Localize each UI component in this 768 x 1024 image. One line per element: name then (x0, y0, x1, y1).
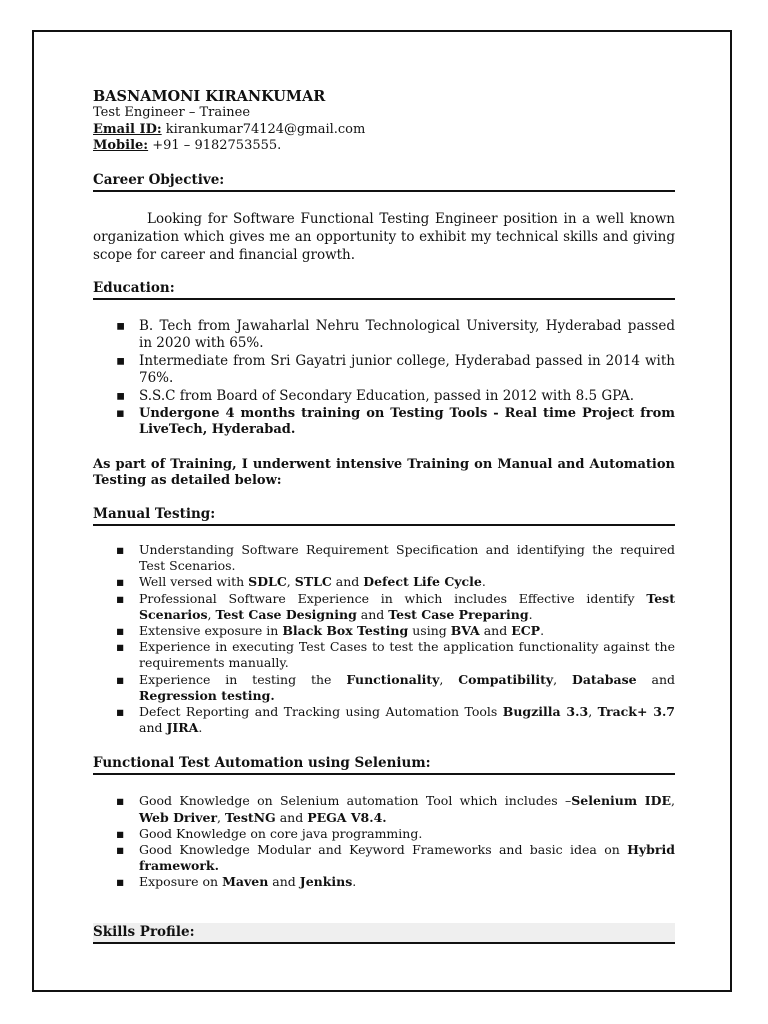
bullet-icon: ▪ (116, 590, 125, 606)
candidate-role: Test Engineer – Trainee (93, 105, 251, 120)
bullet-icon: ▪ (116, 387, 126, 404)
bullet-icon: ▪ (116, 704, 125, 720)
manual-testing-heading: Manual Testing: (93, 505, 675, 526)
email-label: Email ID: (93, 121, 162, 137)
skills-profile-heading: Skills Profile: (93, 923, 675, 944)
mobile-label: Mobile: (93, 138, 149, 153)
bullet-icon: ▪ (116, 639, 125, 655)
mobile-value: +91 – 9182753555. (148, 138, 282, 153)
manual-testing-list (93, 542, 675, 736)
bullet-icon: ▪ (116, 542, 125, 557)
list-item: ▪ Experience in executing Test Cases to test the application functionality against the requirements manually. (116, 639, 675, 671)
list-item: ▪ Extensive exposure in Black Box Testing using BVA and ECP. (116, 623, 545, 639)
list-item: ▪ S.S.C from Board of Secondary Education, passed in 2012 with 8.5 GPA. (116, 387, 635, 404)
education-list (93, 318, 675, 439)
bullet-icon: ▪ (116, 671, 125, 687)
list-item: ▪ Good Knowledge Modular and Keyword Frameworks and basic idea on Hybrid framework. (116, 842, 675, 874)
email-line (93, 122, 675, 139)
resume-header (93, 88, 675, 155)
career-objective-heading: Career Objective: (93, 171, 675, 192)
bullet-icon: ▪ (116, 623, 125, 639)
training-note: As part of Training, I underwent intensive Training on Manual and Automation Testing as detailed below: (93, 457, 675, 488)
list-item: ▪ Defect Reporting and Tracking using Automation Tools Bugzilla 3.3, Track+ 3.7 and JIRA. (116, 704, 676, 736)
list-item: ▪ Experience in testing the Functionality, Compatibility, Database and Regression testing. (116, 671, 676, 703)
list-item: ▪ Understanding Software Requirement Specification and identifying the required Test Scenarios. (116, 542, 675, 574)
career-objective-text: Looking for Software Functional Testing Engineer position in a well known organization which gives me an opportunity to exhibit my technical skills and giving scope for career and financial growth. (93, 210, 675, 263)
email-value: kirankumar74124@gmail.com (161, 121, 366, 137)
list-item: ▪ Undergone 4 months training on Testing Tools - Real time Project from LiveTech, Hyderabad. (116, 406, 675, 437)
resume-content (93, 88, 675, 944)
bullet-icon: ▪ (116, 793, 125, 809)
list-item: ▪ B. Tech from Jawaharlal Nehru Technological University, Hyderabad passed in 2020 with 65%. (116, 317, 675, 351)
education-heading: Education: (93, 279, 675, 300)
list-item: ▪ Well versed with SDLC, STLC and Defect Life Cycle. (116, 574, 486, 590)
bullet-icon: ▪ (116, 352, 126, 369)
bullet-icon: ▪ (116, 842, 125, 858)
mobile-line (93, 138, 675, 155)
list-item: ▪ Intermediate from Sri Gayatri junior college, Hyderabad passed in 2014 with 76%. (116, 352, 675, 386)
list-item: ▪ Exposure on Maven and Jenkins. (116, 874, 357, 890)
list-item: ▪ Good Knowledge on Selenium automation Tool which includes –Selenium IDE, Web Driver, TestNG and PEGA V8.4. (116, 793, 675, 825)
bullet-icon: ▪ (116, 825, 125, 841)
bullet-icon: ▪ (116, 406, 125, 421)
selenium-list (93, 793, 675, 890)
candidate-name: BASNAMONI KIRANKUMAR (93, 88, 326, 105)
bullet-icon: ▪ (116, 874, 125, 890)
list-item: ▪ Professional Software Experience in which includes Effective identify Test Scenarios, Test Case Designing and Test Case Preparing. (116, 590, 675, 622)
bullet-icon: ▪ (116, 317, 126, 334)
list-item: ▪ Good Knowledge on core java programming. (116, 825, 423, 841)
selenium-heading: Functional Test Automation using Selenium: (93, 754, 675, 775)
bullet-icon: ▪ (116, 574, 125, 590)
